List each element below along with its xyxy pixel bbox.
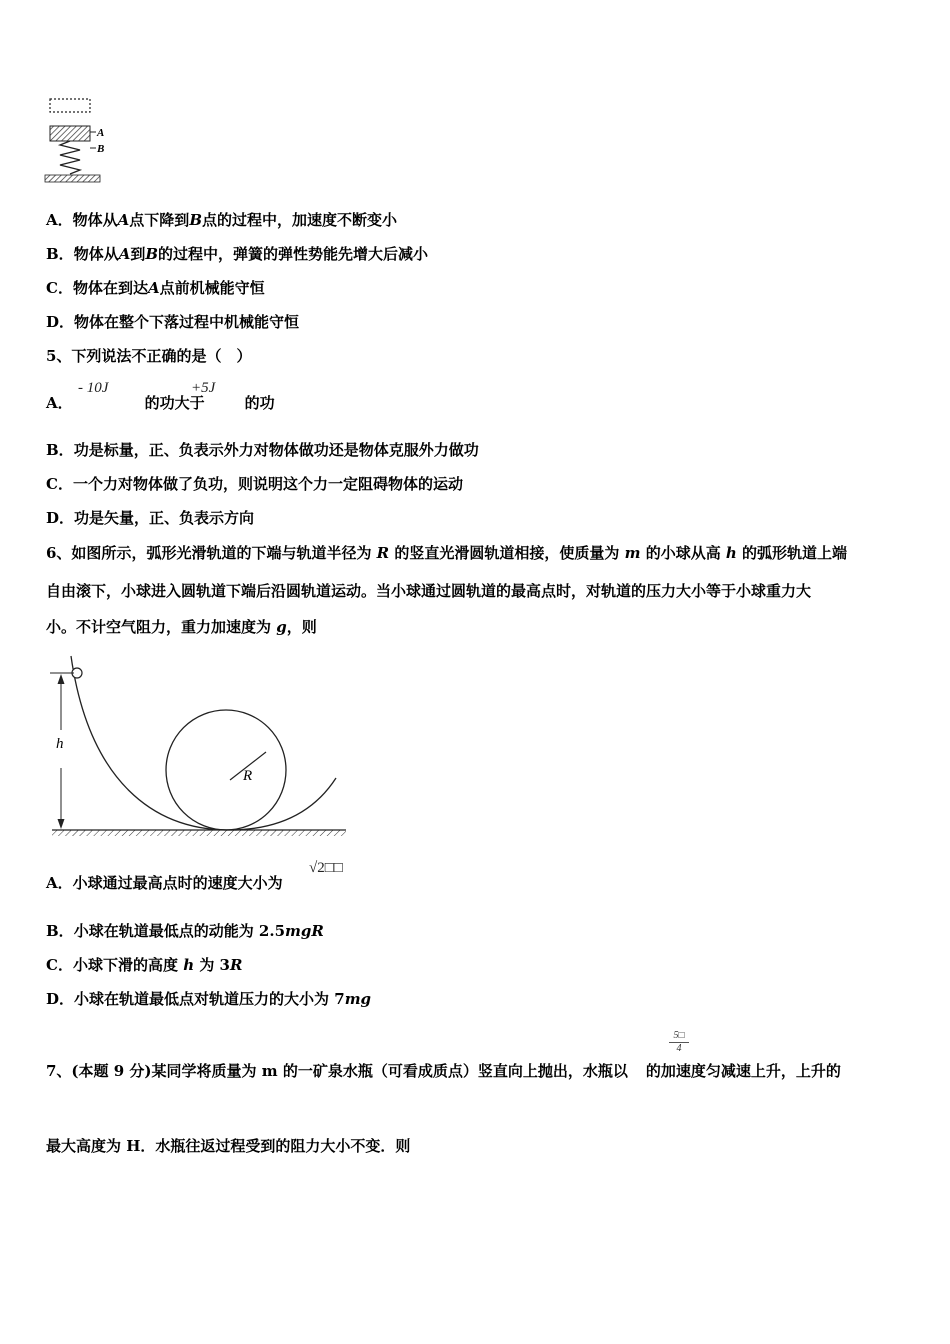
label-b: B bbox=[97, 143, 105, 155]
curved-track bbox=[71, 656, 336, 830]
label-a: A bbox=[97, 127, 105, 139]
q7-fraction-numerator: 5□ bbox=[669, 1030, 689, 1043]
q6-stem-line1: 6、如图所示，弧形光滑轨道的下端与轨道半径为 R 的竖直光滑圆轨道相接，使质量为 m 的小球从高 h 的弧形轨道上端 bbox=[46, 544, 848, 562]
q6-option-a: A．小球通过最高点时的速度大小为 bbox=[46, 874, 283, 892]
q6-option-c: C．小球下滑的高度 h 为 3R bbox=[46, 956, 243, 974]
q6-option-d: D．小球在轨道最低点对轨道压力的大小为 7mg bbox=[46, 990, 372, 1008]
track-loop-figure bbox=[44, 652, 354, 842]
q7-stem-line1: 7、(本题 9 分)某同学将质量为 m 的一矿泉水瓶（可看成质点）竖直向上抛出，水瓶以 的加速度匀减速上升，上升的 bbox=[46, 1062, 841, 1080]
q5-math-neg10j: - 10J bbox=[78, 380, 109, 396]
q6-sqrt-expression: √2□□ bbox=[309, 860, 343, 876]
q4-option-b: B．物体从A到B的过程中，弹簧的弹性势能先增大后减小 bbox=[46, 245, 429, 263]
ground bbox=[52, 830, 346, 836]
q5-option-d: D．功是矢量，正、负表示方向 bbox=[46, 509, 255, 527]
q7-stem-line2: 最大高度为 H．水瓶往返过程受到的阻力大小不变．则 bbox=[46, 1137, 411, 1155]
q5-option-b: B．功是标量，正、负表示外力对物体做功还是物体克服外力做功 bbox=[46, 441, 479, 459]
spring-block-figure bbox=[40, 94, 130, 189]
q4-option-c: C．物体在到达A点前机械能守恒 bbox=[46, 279, 265, 297]
q5-option-a: A． 的功大于 的功 bbox=[46, 394, 275, 412]
q4-option-a: A．物体从A点下降到B点的过程中，加速度不断变小 bbox=[46, 211, 398, 229]
height-label: h bbox=[56, 736, 64, 752]
loop-track bbox=[166, 710, 286, 830]
q6-stem-line2: 自由滚下，小球进入圆轨道下端后沿圆轨道运动。当小球通过圆轨道的最高点时，对轨道的压力大小等于小球重力大 bbox=[46, 582, 812, 600]
radius-label: R bbox=[243, 768, 253, 784]
block-at-a bbox=[50, 126, 90, 141]
q6-stem-line3: 小。不计空气阻力，重力加速度为 g，则 bbox=[46, 618, 317, 636]
q5-stem: 5、下列说法不正确的是（ ） bbox=[46, 347, 252, 365]
dashed-block-start bbox=[50, 99, 90, 112]
q6-option-b: B．小球在轨道最低点的动能为 2.5mgR bbox=[46, 922, 324, 940]
ground-base bbox=[45, 175, 100, 182]
q5-math-pos5j: +5J bbox=[191, 380, 216, 396]
q7-fraction bbox=[669, 1030, 689, 1055]
q7-fraction-denominator: 4 bbox=[676, 1043, 682, 1054]
spring bbox=[60, 141, 80, 174]
q4-option-d: D．物体在整个下落过程中机械能守恒 bbox=[46, 313, 300, 331]
q5-option-c: C．一个力对物体做了负功，则说明这个力一定阻碍物体的运动 bbox=[46, 475, 463, 493]
